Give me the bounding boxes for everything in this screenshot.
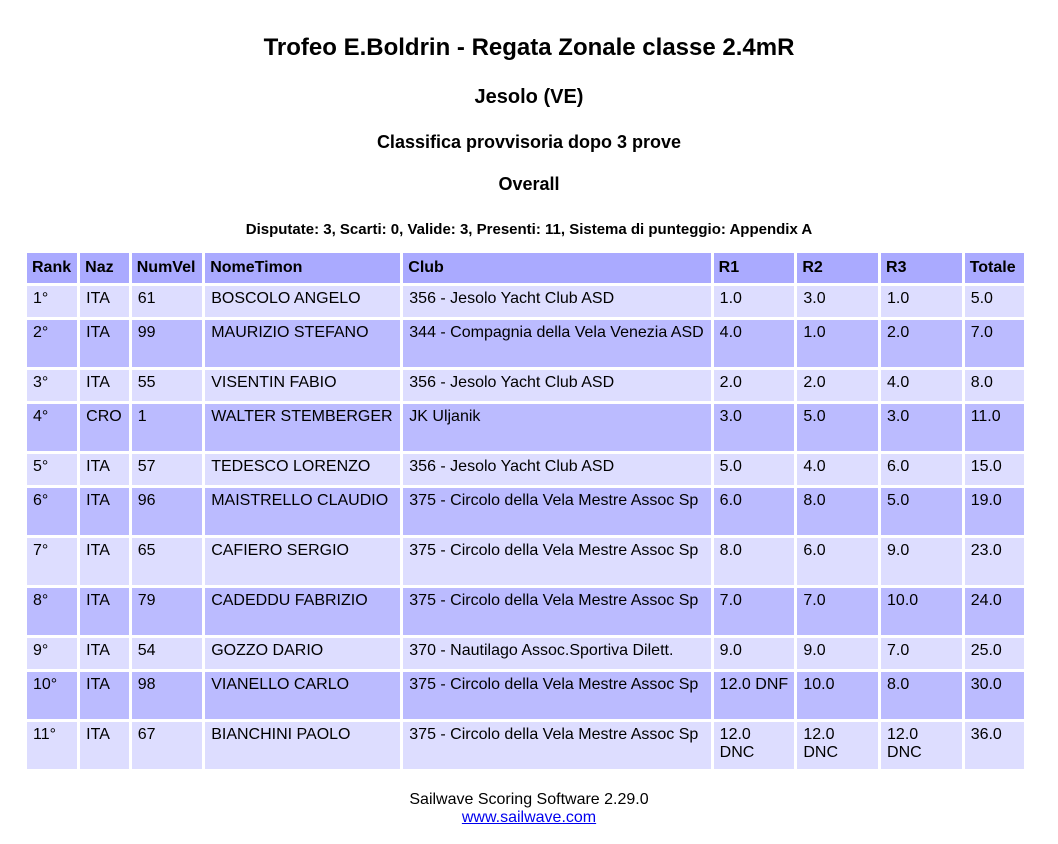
col-r2-header: R2 — [797, 253, 878, 283]
naz-cell: ITA — [80, 454, 129, 485]
club-cell: 356 - Jesolo Yacht Club ASD — [403, 454, 710, 485]
total-cell: 15.0 — [965, 454, 1024, 485]
sailwave-link[interactable]: www.sailwave.com — [461, 809, 597, 826]
helm-name-cell: BIANCHINI PAOLO — [205, 722, 400, 769]
r1-cell: 2.0 — [714, 370, 795, 401]
club-cell: 375 - Circolo della Vela Mestre Assoc Sp — [403, 488, 710, 535]
r3-cell: 2.0 — [881, 320, 962, 367]
naz-cell: ITA — [80, 320, 129, 367]
r2-cell: 7.0 — [797, 588, 878, 635]
r2-cell: 1.0 — [797, 320, 878, 367]
helm-name-cell: MAISTRELLO CLAUDIO — [205, 488, 400, 535]
software-credit: Sailwave Scoring Software 2.29.0 — [409, 791, 649, 808]
r1-cell: 1.0 — [714, 286, 795, 317]
rank-cell: 10° — [27, 672, 77, 719]
col-nometimon-header: NomeTimon — [205, 253, 400, 283]
r1-cell: 4.0 — [714, 320, 795, 367]
naz-cell: ITA — [80, 672, 129, 719]
rank-cell: 5° — [27, 454, 77, 485]
r1-cell: 3.0 — [714, 404, 795, 451]
r3-cell: 5.0 — [881, 488, 962, 535]
club-cell: 375 - Circolo della Vela Mestre Assoc Sp — [403, 672, 710, 719]
naz-cell: ITA — [80, 286, 129, 317]
r1-cell: 5.0 — [714, 454, 795, 485]
club-cell: 375 - Circolo della Vela Mestre Assoc Sp — [403, 722, 710, 769]
helm-name-cell: WALTER STEMBERGER — [205, 404, 400, 451]
r2-cell: 4.0 — [797, 454, 878, 485]
r1-cell: 12.0 DNC — [714, 722, 795, 769]
r3-cell: 1.0 — [881, 286, 962, 317]
table-row — [27, 538, 1024, 585]
table-row — [27, 638, 1024, 669]
table-row — [27, 722, 1024, 769]
r3-cell: 12.0 DNC — [881, 722, 962, 769]
col-r3-header: R3 — [881, 253, 962, 283]
rank-cell: 2° — [27, 320, 77, 367]
r3-cell: 10.0 — [881, 588, 962, 635]
results-table — [24, 250, 1027, 772]
r3-cell: 7.0 — [881, 638, 962, 669]
r3-cell: 6.0 — [881, 454, 962, 485]
numvel-cell: 65 — [132, 538, 202, 585]
col-totale-header: Totale — [965, 253, 1024, 283]
total-cell: 8.0 — [965, 370, 1024, 401]
r2-cell: 2.0 — [797, 370, 878, 401]
page-title: Trofeo E.Boldrin - Regata Zonale classe 2.4mR — [263, 34, 795, 61]
naz-cell: ITA — [80, 488, 129, 535]
table-row — [27, 370, 1024, 401]
col-naz-header: Naz — [80, 253, 129, 283]
col-r1-header: R1 — [714, 253, 795, 283]
helm-name-cell: VIANELLO CARLO — [205, 672, 400, 719]
club-cell: 344 - Compagnia della Vela Venezia ASD — [403, 320, 710, 367]
series-summary: Disputate: 3, Scarti: 0, Valide: 3, Presenti: 11, Sistema di punteggio: Appendix A — [245, 221, 813, 238]
helm-name-cell: CAFIERO SERGIO — [205, 538, 400, 585]
table-row — [27, 488, 1024, 535]
numvel-cell: 79 — [132, 588, 202, 635]
table-row — [27, 404, 1024, 451]
helm-name-cell: TEDESCO LORENZO — [205, 454, 400, 485]
r2-cell: 9.0 — [797, 638, 878, 669]
total-cell: 25.0 — [965, 638, 1024, 669]
total-cell: 24.0 — [965, 588, 1024, 635]
r1-cell: 7.0 — [714, 588, 795, 635]
helm-name-cell: VISENTIN FABIO — [205, 370, 400, 401]
r1-cell: 9.0 — [714, 638, 795, 669]
naz-cell: ITA — [80, 588, 129, 635]
table-row — [27, 286, 1024, 317]
r3-cell: 8.0 — [881, 672, 962, 719]
rank-cell: 11° — [27, 722, 77, 769]
table-row — [27, 588, 1024, 635]
total-cell: 23.0 — [965, 538, 1024, 585]
r3-cell: 3.0 — [881, 404, 962, 451]
table-header-row — [27, 253, 1024, 283]
numvel-cell: 99 — [132, 320, 202, 367]
table-row — [27, 672, 1024, 719]
club-cell: 356 - Jesolo Yacht Club ASD — [403, 286, 710, 317]
r3-cell: 4.0 — [881, 370, 962, 401]
club-cell: JK Uljanik — [403, 404, 710, 451]
total-cell: 30.0 — [965, 672, 1024, 719]
table-row — [27, 454, 1024, 485]
r1-cell: 8.0 — [714, 538, 795, 585]
naz-cell: ITA — [80, 370, 129, 401]
numvel-cell: 96 — [132, 488, 202, 535]
group-heading: Overall — [498, 174, 560, 194]
numvel-cell: 98 — [132, 672, 202, 719]
col-rank-header: Rank — [27, 253, 77, 283]
r2-cell: 12.0 DNC — [797, 722, 878, 769]
club-cell: 356 - Jesolo Yacht Club ASD — [403, 370, 710, 401]
rank-cell: 3° — [27, 370, 77, 401]
total-cell: 7.0 — [965, 320, 1024, 367]
numvel-cell: 54 — [132, 638, 202, 669]
naz-cell: CRO — [80, 404, 129, 451]
total-cell: 19.0 — [965, 488, 1024, 535]
numvel-cell: 61 — [132, 286, 202, 317]
helm-name-cell: BOSCOLO ANGELO — [205, 286, 400, 317]
r3-cell: 9.0 — [881, 538, 962, 585]
numvel-cell: 57 — [132, 454, 202, 485]
numvel-cell: 1 — [132, 404, 202, 451]
rank-cell: 8° — [27, 588, 77, 635]
table-row — [27, 320, 1024, 367]
r2-cell: 3.0 — [797, 286, 878, 317]
r2-cell: 10.0 — [797, 672, 878, 719]
helm-name-cell: CADEDDU FABRIZIO — [205, 588, 400, 635]
numvel-cell: 67 — [132, 722, 202, 769]
rank-cell: 4° — [27, 404, 77, 451]
naz-cell: ITA — [80, 538, 129, 585]
club-cell: 375 - Circolo della Vela Mestre Assoc Sp — [403, 588, 710, 635]
rank-cell: 7° — [27, 538, 77, 585]
helm-name-cell: GOZZO DARIO — [205, 638, 400, 669]
naz-cell: ITA — [80, 722, 129, 769]
r1-cell: 12.0 DNF — [714, 672, 795, 719]
numvel-cell: 55 — [132, 370, 202, 401]
total-cell: 36.0 — [965, 722, 1024, 769]
r1-cell: 6.0 — [714, 488, 795, 535]
standings-subtitle: Classifica provvisoria dopo 3 prove — [376, 132, 682, 152]
total-cell: 5.0 — [965, 286, 1024, 317]
total-cell: 11.0 — [965, 404, 1024, 451]
col-club-header: Club — [403, 253, 710, 283]
naz-cell: ITA — [80, 638, 129, 669]
page-footer — [0, 791, 1058, 827]
r2-cell: 5.0 — [797, 404, 878, 451]
club-cell: 370 - Nautilago Assoc.Sportiva Dilett. — [403, 638, 710, 669]
venue-heading: Jesolo (VE) — [474, 86, 584, 108]
rank-cell: 9° — [27, 638, 77, 669]
r2-cell: 6.0 — [797, 538, 878, 585]
col-numvel-header: NumVel — [132, 253, 202, 283]
rank-cell: 6° — [27, 488, 77, 535]
r2-cell: 8.0 — [797, 488, 878, 535]
rank-cell: 1° — [27, 286, 77, 317]
club-cell: 375 - Circolo della Vela Mestre Assoc Sp — [403, 538, 710, 585]
helm-name-cell: MAURIZIO STEFANO — [205, 320, 400, 367]
